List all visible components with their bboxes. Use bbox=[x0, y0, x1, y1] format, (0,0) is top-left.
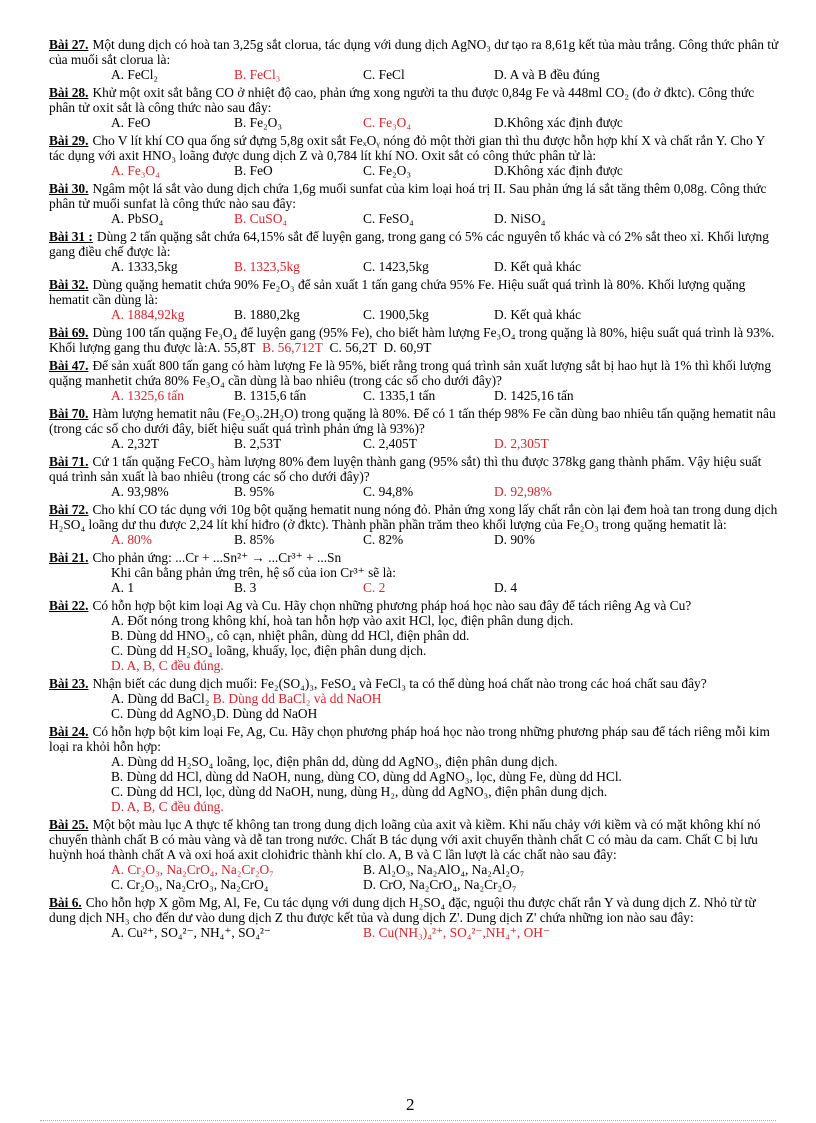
option-d: D. 1425,16 tấn bbox=[494, 388, 574, 403]
option-b: B. Fe₂O₃ bbox=[234, 115, 283, 130]
question-label: Bài 69. bbox=[49, 325, 89, 340]
option-a: A. PbSO₄ bbox=[111, 211, 164, 226]
option-a: A. Dùng dd BaCl₂ bbox=[111, 691, 210, 706]
option-d: D. Kết quả khác bbox=[494, 259, 582, 274]
question-24 bbox=[49, 724, 780, 814]
option-a: A. 1333,5kg bbox=[111, 259, 178, 274]
question-text: Có hỗn hợp bột kim loại Fe, Ag, Cu. Hãy chọn phương pháp hoá học nào trong những phương pháp sau để tách riêng mỗi kim loại ra khỏi hỗn hợp: bbox=[49, 724, 770, 754]
option-a: A. FeCl₂ bbox=[111, 67, 159, 82]
option-a: A. Fe₃O₄ bbox=[111, 163, 160, 178]
option-b: B. 1315,6 tấn bbox=[234, 388, 307, 403]
option-b: B. Al₂O₃, Na₂AlO₄, Na₂Al₂O₇ bbox=[363, 862, 525, 877]
option-a: A. 1325,6 tấn bbox=[111, 388, 184, 403]
option-c: C. 1335,1 tấn bbox=[363, 388, 436, 403]
option-b: B. 1880,2kg bbox=[234, 307, 300, 322]
option-b: B. CuSO₄ bbox=[234, 211, 288, 226]
question-label: Bài 30. bbox=[49, 181, 89, 196]
question-label: Bài 24. bbox=[49, 724, 89, 739]
question-text: Cho phản ứng: ...Cr + ...Sn²⁺ → ...Cr³⁺ + ...Sn bbox=[92, 550, 342, 565]
option-d: D. 90% bbox=[494, 532, 535, 547]
question-text: Một bột màu lục A thực tế không tan trong dung dịch loãng của axit và kiềm. Khi nấu chảy với kiềm và có mặt không khí nó chuyển thành chất B có màu vàng và dễ tan trong nước. Chất B tác dụng với axit chuyển thành chất C có màu da cam. Chất C bị lưu huỳnh hoá thành chất A và oxi hoá axit clohiđric thành khí clo. A, B và C lần lượt là các chất nào sau đây: bbox=[49, 817, 761, 862]
option-a: A. Đốt nóng trong không khí, hoà tan hỗn hợp vào axit HCl, lọc, điện phân dung dịch. bbox=[111, 613, 574, 628]
option-a: A. FeO bbox=[111, 115, 151, 130]
question-28 bbox=[49, 85, 780, 130]
option-b: B. FeCl₃ bbox=[234, 67, 281, 82]
option-c: C. 94,8% bbox=[363, 484, 414, 499]
question-text: Cho khí CO tác dụng với 10g bột quặng hematit nung nóng đỏ. Phản ứng xong lấy chất rắn còn lại đem hoà tan trong dung dịch H₂SO₄ loãng dư thu được 2,24 lít khí hiđro (ở đktc). Thành phần phần trăm theo khối lượng của Fe₂O₃ trong quặng hematit là: bbox=[49, 502, 778, 532]
option-c: C. 1423,5kg bbox=[363, 259, 429, 274]
option-c: C. Dùng dd H₂SO₄ loãng, khuấy, lọc, điện phân dung dịch. bbox=[111, 643, 427, 658]
question-21 bbox=[49, 550, 780, 595]
option-b: B. 56,712T bbox=[262, 340, 323, 355]
option-b: B. 3 bbox=[234, 580, 257, 595]
question-label: Bài 6. bbox=[49, 895, 82, 910]
option-d: D. CrO, Na₂CrO₄, Na₂Cr₂O₇ bbox=[363, 877, 517, 892]
question-label: Bài 72. bbox=[49, 502, 89, 517]
question-text: Dùng quặng hematit chứa 90% Fe₂O₃ để sản xuất 1 tấn gang chứa 95% Fe. Hiệu suất quá trình là 80%. Khối lượng quặng hematit cần dùng là: bbox=[49, 277, 746, 307]
question-30 bbox=[49, 181, 780, 226]
question-69 bbox=[49, 325, 780, 355]
question-label: Bài 27. bbox=[49, 37, 89, 52]
question-label: Bài 23. bbox=[49, 676, 89, 691]
question-25 bbox=[49, 817, 780, 892]
option-d: D. 92,98% bbox=[494, 484, 552, 499]
option-b: B. Dùng dd HCl, dùng dd NaOH, nung, dùng CO, dùng dd AgNO₃, lọc, dùng Fe, dùng dd HCl. bbox=[111, 769, 622, 784]
option-c: C. 2,405T bbox=[363, 436, 417, 451]
option-b: B. 95% bbox=[234, 484, 275, 499]
option-b: B. 85% bbox=[234, 532, 275, 547]
option-d: D. 2,305T bbox=[494, 436, 549, 451]
option-d: D. A, B, C đều đúng. bbox=[111, 658, 224, 673]
option-a: A. 2,32T bbox=[111, 436, 159, 451]
question-29 bbox=[49, 133, 780, 178]
question-label: Bài 22. bbox=[49, 598, 89, 613]
option-d: D. Kết quả khác bbox=[494, 307, 582, 322]
question-label: Bài 71. bbox=[49, 454, 89, 469]
option-a: A. Cu²⁺, SO₄²⁻, NH₄⁺, SO₄²⁻ bbox=[111, 925, 271, 940]
question-27 bbox=[49, 37, 780, 82]
option-c: C. Cr₂O₃, Na₂CrO₃, Na₂CrO₄ bbox=[111, 877, 269, 892]
option-b: B. Dùng dd BaCl₂ và dd NaOH bbox=[212, 691, 382, 706]
option-a: A. 93,98% bbox=[111, 484, 169, 499]
question-70 bbox=[49, 406, 780, 451]
option-a: A. 1884,92kg bbox=[111, 307, 185, 322]
option-d: D. 60,9T bbox=[383, 340, 432, 355]
question-text: Nhận biết các dung dịch muối: Fe₂(SO₄)₃, FeSO₄ và FeCl₃ ta có thể dùng hoá chất nào trong các hoá chất sau đây? bbox=[92, 676, 707, 691]
question-label: Bài 21. bbox=[49, 550, 89, 565]
question-text: Hàm lượng hematit nâu (Fe₂O₃.2H₂O) trong quặng là 80%. Để có 1 tấn thép 98% Fe cần dùng bao nhiêu tấn quặng hematit nâu (trong các số cho dưới đây, biết hiệu suất quá trình phản ứng là 93%)? bbox=[49, 406, 776, 436]
question-label: Bài 70. bbox=[49, 406, 89, 421]
question-text: Cứ 1 tấn quặng FeCO₃ hàm lượng 80% đem luyện thành gang (95% sắt) thì thu được 378kg gang thành phẩm. Vậy hiệu suất quá trình sản xuất là bao nhiêu (trong các số cho dưới đây)? bbox=[49, 454, 762, 484]
question-31 bbox=[49, 229, 780, 274]
option-c: C. 82% bbox=[363, 532, 404, 547]
question-6 bbox=[49, 895, 780, 940]
footer-divider bbox=[40, 1120, 776, 1121]
question-22 bbox=[49, 598, 780, 673]
option-a: A. 80% bbox=[111, 532, 152, 547]
question-23 bbox=[49, 676, 780, 721]
question-label: Bài 25. bbox=[49, 817, 89, 832]
page-number: 2 bbox=[406, 1095, 415, 1114]
question-47 bbox=[49, 358, 780, 403]
option-a: A. 1 bbox=[111, 580, 135, 595]
question-text: Ngâm một lá sắt vào dung dịch chứa 1,6g muối sunfat của kim loại hoá trị II. Sau phản ứng lá sắt tăng thêm 0,08g. Công thức phân tử muối sunfat là công thức nào sau đây: bbox=[49, 181, 767, 211]
question-32 bbox=[49, 277, 780, 322]
question-text: Cho V lít khí CO qua ống sứ đựng 5,8g oxit sắt FeₓOᵧ nóng đỏ một thời gian thì thu được hỗn hợp khí X và chất rắn Y. Cho Y tác dụng với axit HNO₃ loãng được dung dịch Z và 0,784 lít khí NO. Oxit sắt có công thức phân tử là: bbox=[49, 133, 765, 163]
option-a: A. Dùng dd H₂SO₄ loãng, lọc, điện phân dd, dùng dd AgNO₃, điện phân dung dịch. bbox=[111, 754, 558, 769]
question-label: Bài 47. bbox=[49, 358, 89, 373]
option-c: C. FeCl bbox=[363, 67, 405, 82]
question-text: Để sản xuất 800 tấn gang có hàm lượng Fe là 95%, biết rằng trong quá trình sản xuất lượng sắt bị hao hụt là 1% thì khối lượng quặng manhetit chứa 80% Fe₃O₄ cần dùng là bao nhiêu (trong các số cho dưới đây)? bbox=[49, 358, 772, 388]
question-label: Bài 28. bbox=[49, 85, 89, 100]
option-c: C. 2 bbox=[363, 580, 386, 595]
option-d: D. A, B, C đều đúng. bbox=[111, 799, 224, 814]
option-a: A. Cr₂O₃, Na₂CrO₄, Na₂Cr₂O₇ bbox=[111, 862, 274, 877]
option-c: C. Fe₃O₄ bbox=[363, 115, 412, 130]
option-c: C. 1900,5kg bbox=[363, 307, 429, 322]
option-d: D.Không xác định được bbox=[494, 115, 623, 130]
question-text: Khử một oxit sắt bằng CO ở nhiệt độ cao, phản ứng xong người ta thu được 0,84g Fe và 448ml CO₂ (đo ở đktc). Công thức phân tử oxit sắt là công thức nào sau đây: bbox=[49, 85, 755, 115]
question-text: Cho hỗn hợp X gồm Mg, Al, Fe, Cu tác dụng với dung dịch H₂SO₄ đặc, nguội thu được chất rắn Y và dung dịch Z. Nhỏ từ từ dung dịch NH₃ cho đến dư vào dung dịch Z thu được kết tủa và dung dịch Z'. Dung dịch Z' chứa những ion nào sau đây: bbox=[49, 895, 756, 925]
question-label: Bài 29. bbox=[49, 133, 89, 148]
option-d: D. Dùng dd NaOH bbox=[216, 706, 318, 721]
question-label: Bài 32. bbox=[49, 277, 89, 292]
question-text: Có hỗn hợp bột kim loại Ag và Cu. Hãy chọn những phương pháp hoá học nào sau đây để tách riêng Ag và Cu? bbox=[92, 598, 692, 613]
question-71 bbox=[49, 454, 780, 499]
option-b: B. 2,53T bbox=[234, 436, 282, 451]
option-d: D. 4 bbox=[494, 580, 518, 595]
question-text: Dùng 100 tấn quặng Fe₃O₄ để luyện gang (95% Fe), cho biết hàm lượng Fe₃O₄ trong quặng là 80%, hiệu suất quá trình là 93%. Khối lượng gang thu được là: bbox=[49, 325, 775, 355]
option-c: C. Dùng dd HCl, lọc, dùng dd NaOH, nung, dùng H₂, dùng dd AgNO₃, điện phân dung dịch. bbox=[111, 784, 608, 799]
option-d: D. NiSO₄ bbox=[494, 211, 546, 226]
question-72 bbox=[49, 502, 780, 547]
option-b: B. FeO bbox=[234, 163, 273, 178]
option-c: C. Dùng dd AgNO₃ bbox=[111, 706, 217, 721]
question-text: Dùng 2 tấn quặng sắt chứa 64,15% sắt để luyện gang, trong gang có 5% các nguyên tố khác và có 2% sắt theo xỉ. Khối lượng gang điều chế được là: bbox=[49, 229, 769, 259]
option-b: B. 1323,5kg bbox=[234, 259, 300, 274]
option-a: A. 55,8T bbox=[207, 340, 256, 355]
option-c: C. FeSO₄ bbox=[363, 211, 414, 226]
option-b: B. Dùng dd HNO₃, cô cạn, nhiệt phân, dùng dd HCl, điện phân dd. bbox=[111, 628, 470, 643]
option-d: D.Không xác định được bbox=[494, 163, 623, 178]
question-label: Bài 31 : bbox=[49, 229, 93, 244]
option-b: B. Cu(NH₃)₄²⁺, SO₄²⁻,NH₄⁺, OH⁻ bbox=[363, 925, 551, 940]
question-text: Khi cân bằng phản ứng trên, hệ số của ion Cr³⁺ sẽ là: bbox=[111, 565, 396, 580]
option-c: C. Fe₂O₃ bbox=[363, 163, 412, 178]
question-text: Một dung dịch có hoà tan 3,25g sắt clorua, tác dụng với dung dịch AgNO₃ dư tạo ra 8,61g kết tủa màu trắng. Công thức phân tử của muối sắt clorua là: bbox=[49, 37, 779, 67]
option-c: C. 56,2T bbox=[329, 340, 377, 355]
option-d: D. A và B đều đúng bbox=[494, 67, 600, 82]
